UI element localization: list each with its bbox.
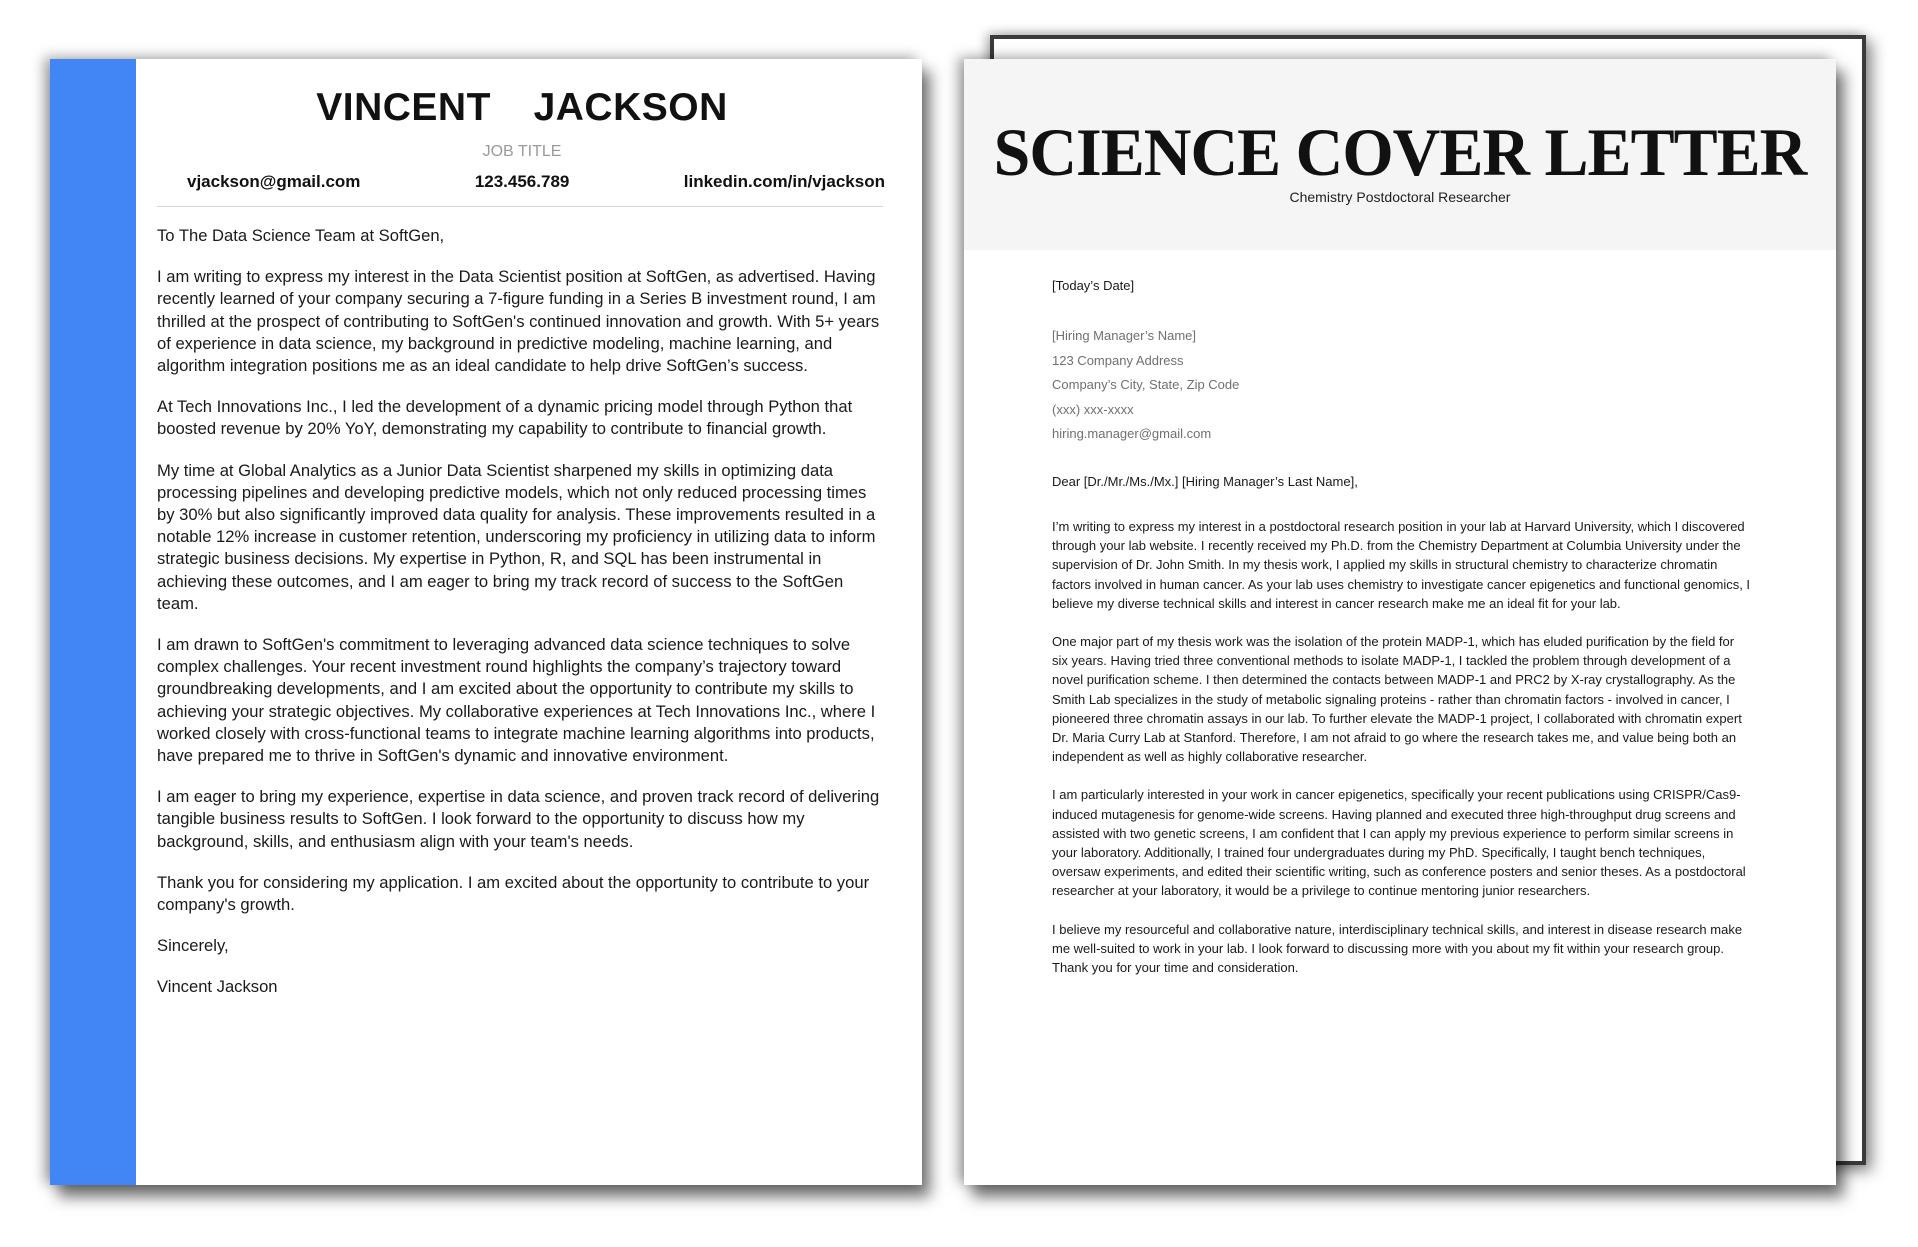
- contact-email: vjackson@gmail.com: [187, 172, 361, 191]
- body-paragraph: I believe my resourceful and collaborative nature, interdisciplinary technical skills, and interest in disease research make me well-suited to work in your lab. I look forward to discussing more with you about my fit within your research group. Thank you for your time and consideration.: [1052, 921, 1743, 975]
- body-paragraph: I’m writing to express my interest in a postdoctoral research position in your lab at Harvard University, which I discovered through your lab website. I recently received my Ph.D. from the Chemistry Department at Columbia University under the supervision of Dr. John Smith. In my thesis work, I applied my skills in structural chemistry to characterize chromatin factors involved in human cancer. As your lab uses chemistry to investigate cancer epigenetics and functional genomics, I believe my diverse technical skills and interest in cancer research make me an ideal fit for your lab.: [1052, 518, 1751, 611]
- accent-sidebar-stripe: [50, 59, 136, 1185]
- signature: Vincent Jackson: [157, 977, 278, 997]
- body-paragraph: At Tech Innovations Inc., I led the development of a dynamic pricing model through Python that boosted revenue by 20% YoY, demonstrating my capability to contribute to financial growth.: [157, 397, 853, 439]
- header-divider: [157, 206, 883, 207]
- letter-subtitle: Chemistry Postdoctoral Researcher: [1289, 189, 1511, 205]
- greeting: To The Data Science Team at SoftGen,: [157, 226, 445, 245]
- letter-body: [1052, 517, 1752, 977]
- left-cover-letter-page: [50, 59, 922, 1185]
- body-paragraph: I am particularly interested in your work in cancer epigenetics, specifically your recent publications using CRISPR/Cas9-induced mutagenesis for genome-wide screens. Having planned and executed three high-throughput drug screens and assisted with two genetic screens, I am confident that I can apply my previous experience to perform similar screens in your laboratory. Additionally, I trained four undergraduates during my PhD. Specifically, I taught bench techniques, oversaw experiments, and edited their scientific writing, such as conference posters and senior theses. As a postdoctoral researcher at your laboratory, it would be a privilege to continue mentoring junior researchers.: [1052, 787, 1746, 899]
- recipient-phone: (xxx) xxx-xxxx: [1052, 401, 1134, 417]
- title-header-band: [964, 59, 1836, 250]
- body-paragraph: I am drawn to SoftGen's commitment to leveraging advanced data science techniques to solve complex challenges. Your recent investment round highlights the company’s trajectory toward groundbreaking developments, and I am excited about the opportunity to contribute my skills to achieving your strategic objectives. My collaborative experiences at Tech Innovations Inc., where I worked closely with cross-functional teams to integrate machine learning algorithms into products, have prepared me to thrive in SoftGen's dynamic and innovative environment.: [157, 635, 876, 766]
- left-letter-content: [157, 59, 887, 1018]
- right-letter-content: [1052, 276, 1752, 996]
- recipient-address: 123 Company Address: [1052, 352, 1184, 368]
- recipient-email: hiring.manager@gmail.com: [1052, 426, 1212, 442]
- body-paragraph: I am writing to express my interest in the Data Scientist position at SoftGen, as advertised. Having recently learned of your company securing a 7-figure funding in a Series B investment round, I am thrilled at the prospect of contributing to SoftGen's continued innovation and growth. With 5+ years of experience in data science, my background in predictive modeling, machine learning, and algorithm integration positions me as an ideal candidate to help drive SoftGen’s success.: [157, 267, 880, 376]
- body-paragraph: Thank you for considering my application. I am excited about the opportunity to contribute to your company's growth.: [157, 872, 870, 915]
- contact-linkedin: linkedin.com/in/vjackson: [683, 172, 885, 191]
- applicant-name: VINCENT JACKSON: [316, 86, 728, 129]
- contact-phone: 123.456.789: [474, 172, 570, 191]
- contact-row: [157, 172, 887, 192]
- letter-title: SCIENCE COVER LETTER: [993, 114, 1807, 190]
- recipient-city: Company’s City, State, Zip Code: [1052, 377, 1240, 393]
- salutation: Dear [Dr./Mr./Ms./Mx.] [Hiring Manager’s Last Name],: [1052, 473, 1358, 489]
- body-paragraph: My time at Global Analytics as a Junior Data Scientist sharpened my skills in optimizing data processing pipelines and developing predictive models, which not only reduced processing times by 30% but also significantly improved data quality for analysis. These improvements resulted in a notable 12% increase in customer retention, underscoring my proficiency in utilizing data to inform strategic business decisions. My expertise in Python, R, and SQL has been instrumental in achieving these outcomes, and I am eager to bring my track record of success to the SoftGen team.: [157, 460, 876, 613]
- letter-date: [Today’s Date]: [1052, 278, 1135, 293]
- right-cover-letter-page: [964, 59, 1836, 1185]
- body-paragraph: One major part of my thesis work was the isolation of the protein MADP-1, which has eluded purification by the field for six years. Having tried three conventional methods to isolate MADP-1, I tackled the problem through development of a novel purification scheme. I then determined the contacts between MADP-1 and PRC2 by X-ray crystallography. As the Smith Lab specializes in the study of metabolic signaling proteins - rather than chromatin factors - involved in cancer, I pioneered three chromatin assays in our lab. To further elevate the MADP-1 project, I collaborated with chromatin expert Dr. Maria Curry Lab at Stanford. Therefore, I am not afraid to go where the research takes me, and value being both an independent as well as highly collaborative researcher.: [1052, 633, 1742, 765]
- recipient-block: [1052, 324, 1752, 447]
- recipient-name: [Hiring Manager’s Name]: [1052, 328, 1197, 344]
- closing: Sincerely,: [157, 936, 229, 956]
- body-paragraph: I am eager to bring my experience, expertise in data science, and proven track record of delivering tangible business results to SoftGen. I look forward to the opportunity to discuss how my background, skills, and enthusiasm align with your team's needs.: [157, 787, 880, 851]
- letter-body: [157, 225, 887, 999]
- job-title: JOB TITLE: [482, 143, 562, 160]
